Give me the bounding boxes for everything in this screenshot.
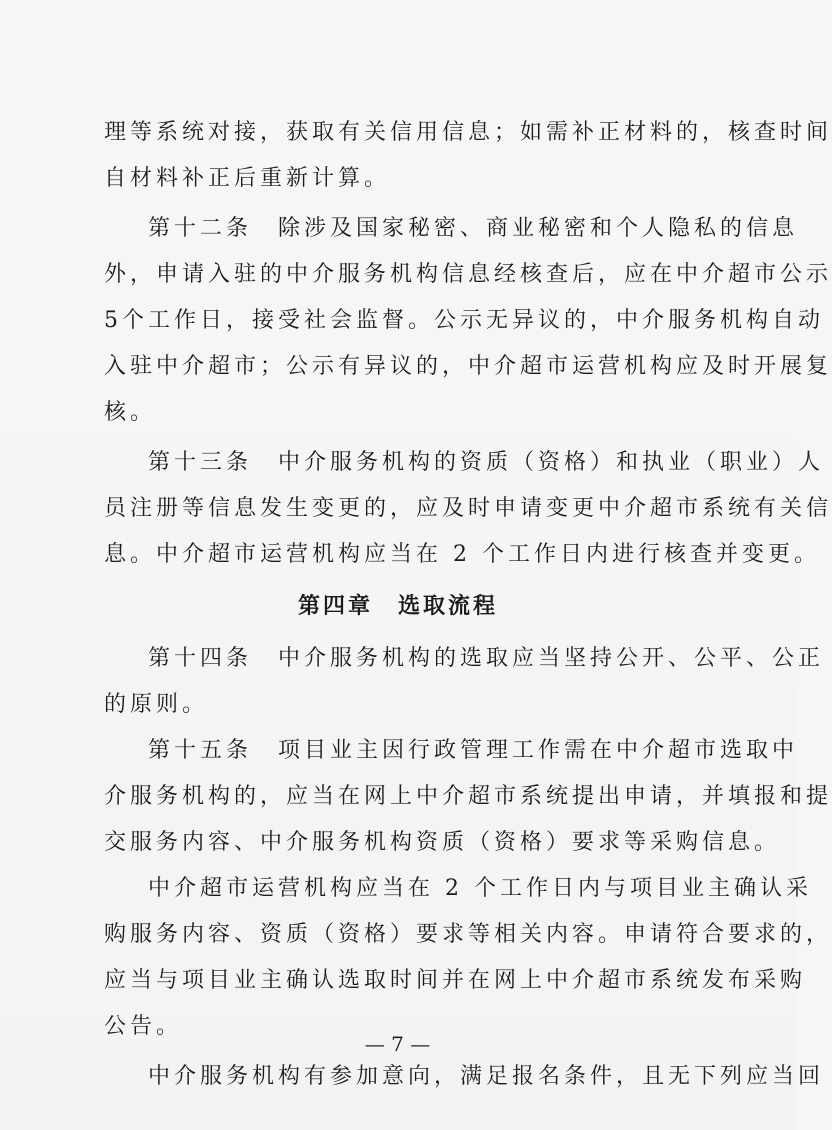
paragraph-line: 中介服务机构有参加意向，满足报名条件，且无下列应当回 [148, 1064, 825, 1089]
paragraph-line: 员注册等信息发生变更的，应及时申请变更中介超市系统有关信 [104, 496, 832, 521]
article-13-line: 第十三条 中介服务机构的资质（资格）和执业（职业）人 [148, 450, 825, 475]
paragraph-line: 的原则。 [104, 692, 209, 717]
paragraph-line: 5个工作日，接受社会监督。公示无异议的，中介服务机构自动 [104, 308, 824, 333]
article-15-line: 第十五条 项目业主因行政管理工作需在中介超市选取中 [148, 738, 799, 763]
paragraph-line: 核。 [104, 400, 157, 425]
paragraph-line: 入驻中介超市；公示有异议的，中介超市运营机构应及时开展复 [104, 354, 832, 379]
paragraph-line: 公告。 [104, 1014, 183, 1039]
article-14-line: 第十四条 中介服务机构的选取应当坚持公开、公平、公正 [148, 646, 825, 671]
page-number: — 7 — [364, 1032, 431, 1056]
paragraph-line: 自材料补正后重新计算。 [104, 166, 391, 191]
paragraph-line: 理等系统对接，获取有关信用信息；如需补正材料的，核查时间 [104, 120, 832, 145]
document-body [104, 110, 832, 1100]
paragraph-line: 中介超市运营机构应当在 2 个工作日内与项目业主确认采 [148, 876, 812, 901]
chapter-heading: 第四章 选取流程 [297, 594, 498, 619]
paragraph-line: 应当与项目业主确认选取时间并在网上中介超市系统发布采购 [104, 968, 807, 993]
article-12-line: 第十二条 除涉及国家秘密、商业秘密和个人隐私的信息 [148, 216, 799, 241]
paragraph-line: 购服务内容、资质（资格）要求等相关内容。申请符合要求的， [104, 922, 832, 947]
paragraph-line: 交服务内容、中介服务机构资质（资格）要求等采购信息。 [104, 830, 781, 855]
paragraph-line: 息。中介超市运营机构应当在 2 个工作日内进行核查并变更。 [104, 542, 820, 567]
paragraph-line: 介服务机构的，应当在网上中介超市系统提出申请，并填报和提 [104, 784, 832, 809]
paragraph-line: 外，申请入驻的中介服务机构信息经核查后，应在中介超市公示 [104, 262, 832, 287]
